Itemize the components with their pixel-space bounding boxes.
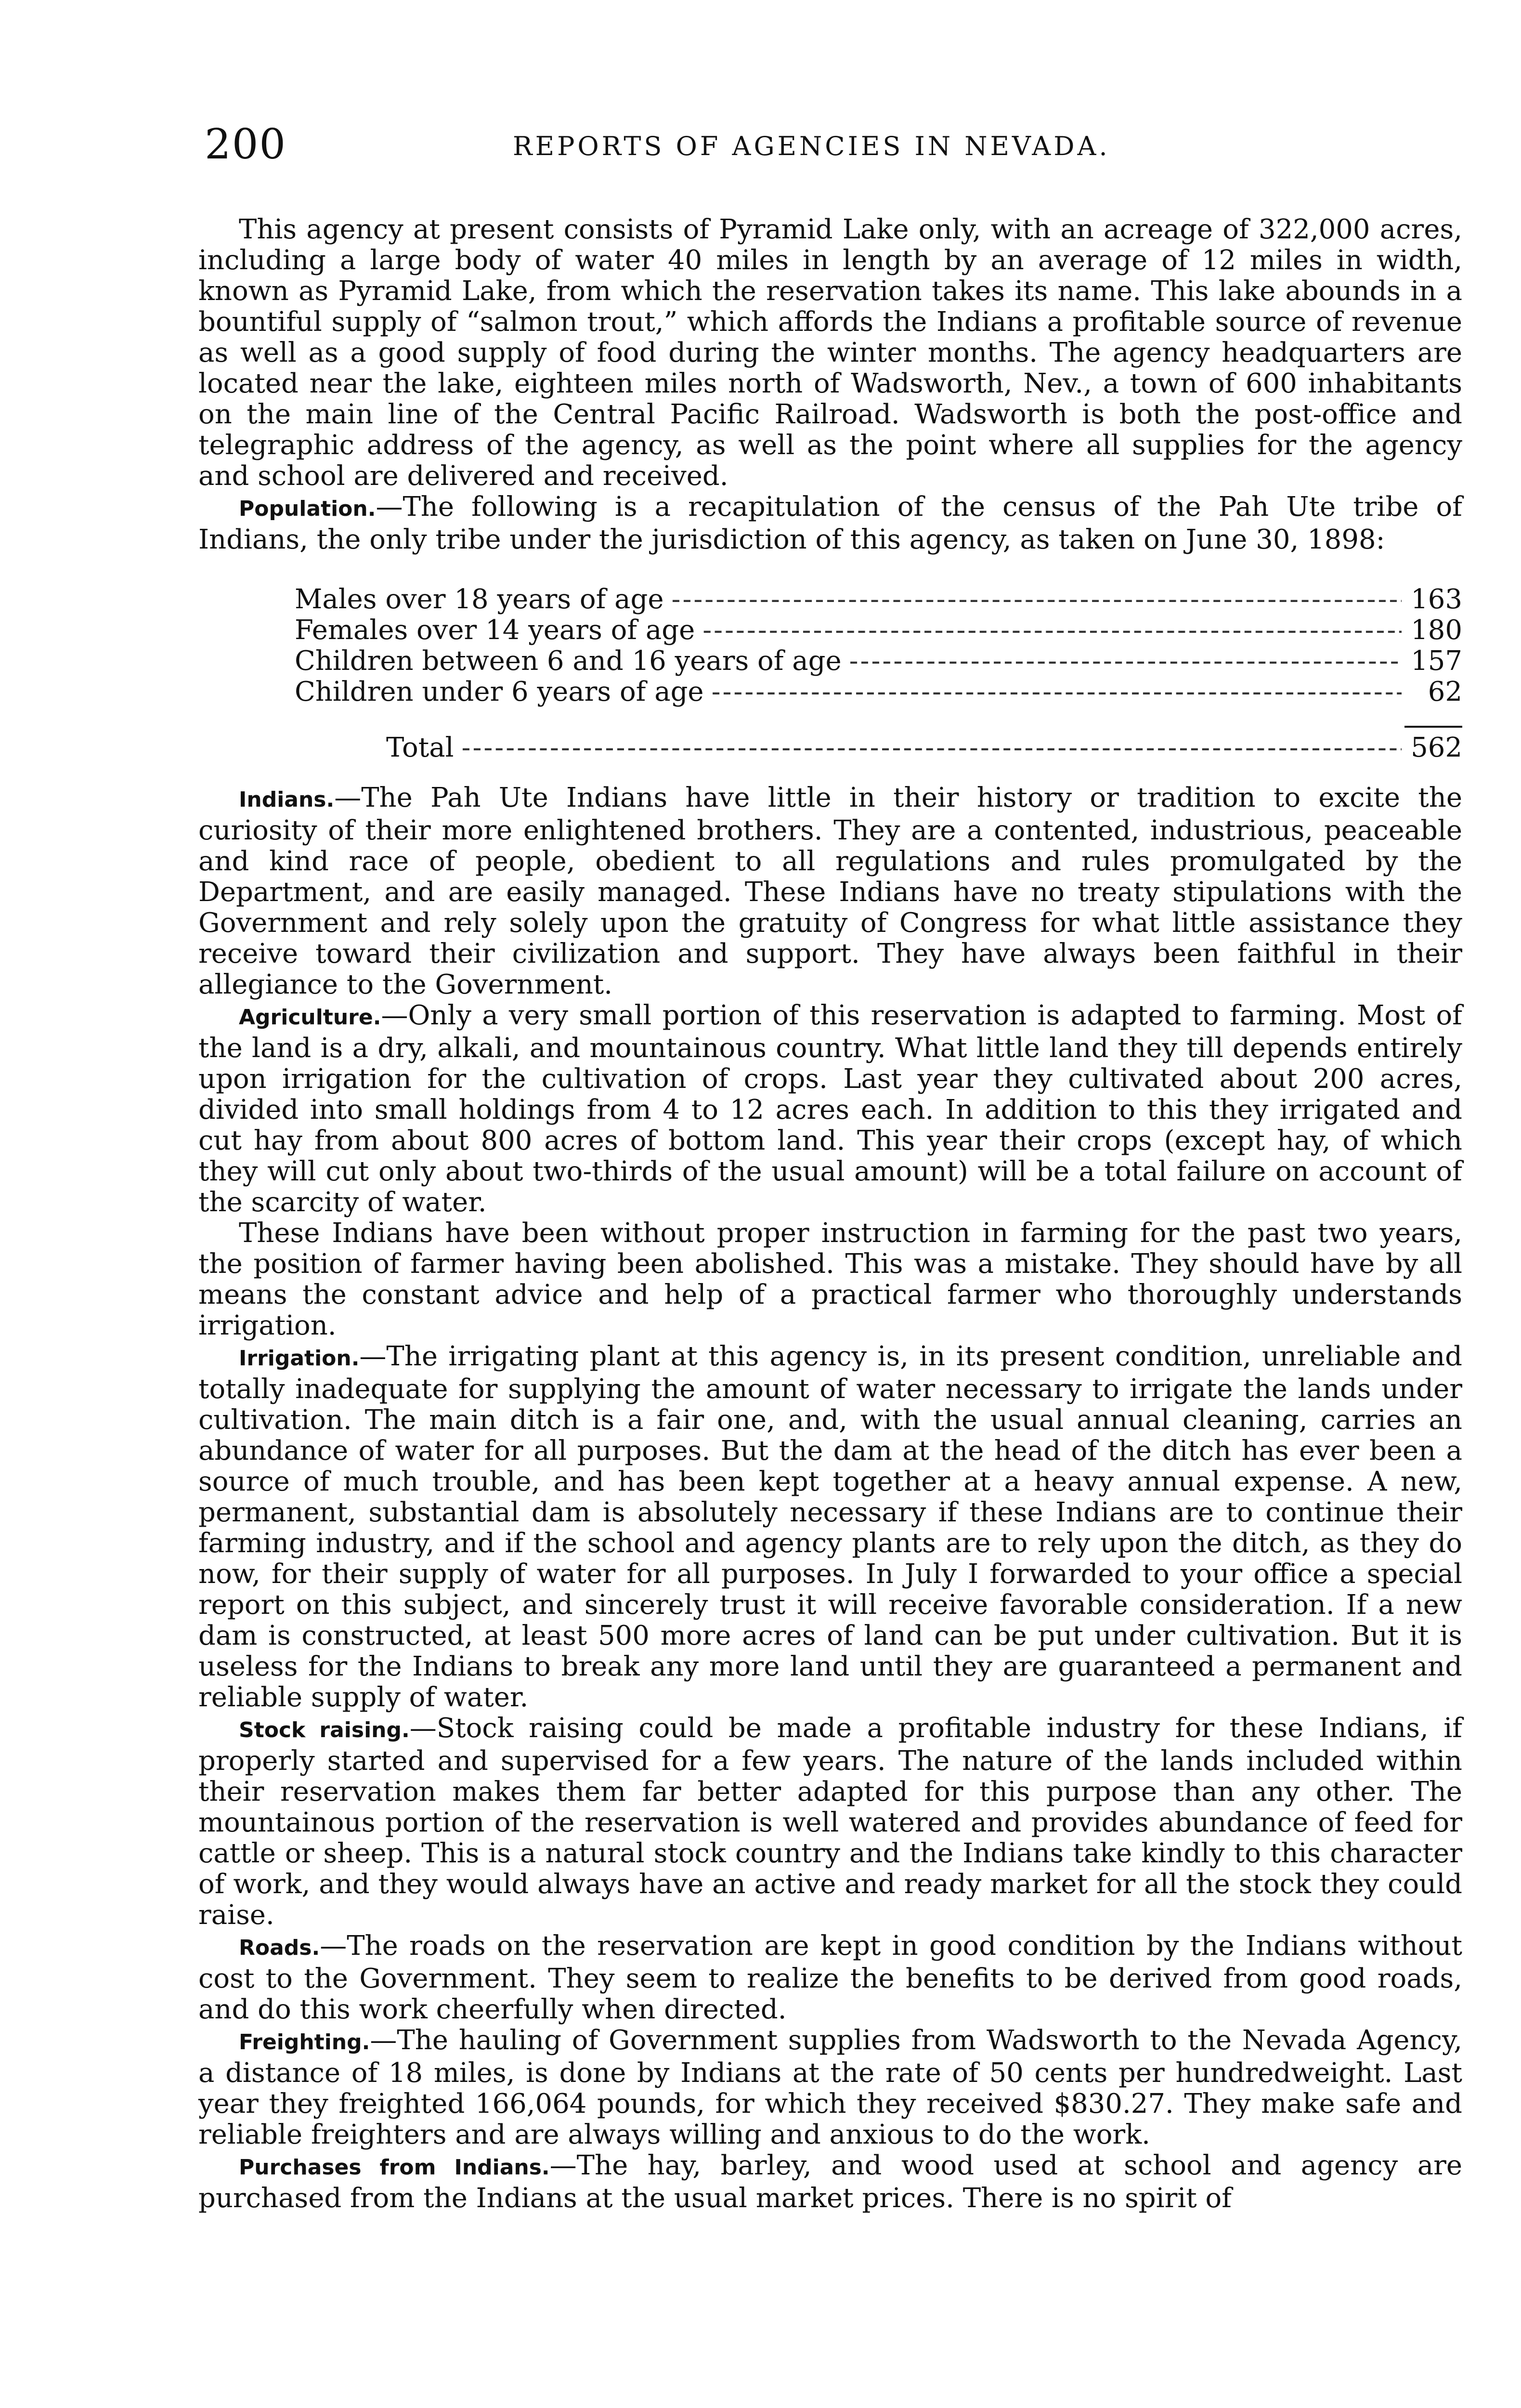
population-heading: Population. xyxy=(239,497,376,521)
intro-paragraph: This agency at present consists of Pyramid Lake only, with an acreage of 322,000 acres, including a large body of water 40 miles in length by an average of 12 miles in width, known as Pyramid Lake, from which the reservation takes its name. This lake abounds in a bountiful supply of “salmon trout,” which affords the Indians a profitable source of revenue as well as a good supply of food during the winter months. The agency headquarters are located near the lake, eighteen miles north of Wadsworth, Nev., a town of 600 inhabitants on the main line of the Central Pacific Railroad. Wadsworth is both the post-office and telegraphic address of the agency, as well as the point where all supplies for the agency and school are delivered and received. xyxy=(198,214,1462,492)
census-row xyxy=(295,615,1462,646)
census-value: 157 xyxy=(1411,645,1462,677)
census-row xyxy=(295,677,1462,707)
agriculture-paragraph xyxy=(198,1000,1462,1218)
report-body xyxy=(198,214,1462,2214)
agriculture-heading: Agriculture. xyxy=(239,1005,381,1030)
agriculture-text: —Only a very small portion of this reservation is adapted to farming. Most of the land is a dry, alkali, and mountainous country. What little land they till depends entirely upon irrigation for the cultivation of crops. Last year they cultivated about 200 acres, divided into small holdings from 4 to 12 acres each. In addition to this they irrigated and cut hay from about 800 acres of bottom land. This year their crops (except hay, of which they will cut only about two-thirds of the usual amount) will be a total failure on account of the scarcity of water. xyxy=(198,1000,1462,1218)
agriculture-paragraph-2: These Indians have been without proper instruction in farming for the past two years, the position of farmer having been abolished. This was a mistake. They should have by all means the constant advice and help of a practical farmer who thoroughly understands irrigation. xyxy=(198,1217,1462,1341)
census-value: 163 xyxy=(1411,584,1462,615)
census-value: 62 xyxy=(1428,676,1462,707)
census-label: Males over 18 years of age xyxy=(295,584,664,615)
roads-heading: Roads. xyxy=(239,1936,320,1960)
census-row xyxy=(295,646,1462,677)
stock-raising-paragraph xyxy=(198,1713,1462,1931)
purchases-paragraph xyxy=(198,2150,1462,2214)
freighting-text: —The hauling of Government supplies from Wadsworth to the Nevada Agency, a distance of 18 miles, is done by Indians at the rate of 50 cents per hundredweight. Last year they freighted 166,064 pounds, for which they received $830.27. They make safe and reliable freighters and are always willing and anxious to do the work. xyxy=(198,2025,1462,2150)
roads-text: —The roads on the reservation are kept in good condition by the Indians without cost to the Government. They seem to realize the benefits to be derived from good roads, and do this work cheerfully when directed. xyxy=(198,1930,1462,2025)
page-header xyxy=(205,120,1461,178)
indians-paragraph xyxy=(198,783,1462,1000)
irrigation-text: —The irrigating plant at this agency is, in its present condition, unreliable and totally inadequate for supplying the amount of water necessary to irrigate the lands under cultivation. The main ditch is a fair one, and, with the usual annual cleaning, carries an abundance of water for all purposes. But the dam at the head of the ditch has ever been a source of much trouble, and has been kept together at a heavy annual expense. A new, permanent, substantial dam is absolutely necessary if these Indians are to continue their farming industry, and if the school and agency plants are to rely upon the ditch, as they do now, for their supply of water for all purposes. In July I forwarded to your office a special report on this subject, and sincerely trust it will receive favorable consideration. If a new dam is constructed, at least 500 more acres of land can be put under cultivation. But it is useless for the Indians to break any more land until they are guaranteed a permanent and reliable supply of water. xyxy=(198,1341,1462,1713)
census-row xyxy=(295,584,1462,615)
page-number: 200 xyxy=(205,120,287,169)
census-total-row xyxy=(295,733,1462,763)
purchases-heading: Purchases from Indians. xyxy=(239,2155,550,2180)
census-label: Children under 6 years of age xyxy=(295,676,704,707)
indians-text: —The Pah Ute Indians have little in their history or tradition to excite the curiosity of their more enlightened brothers. They are a contented, industrious, peaceable and kind race of people, obedient to all regulations and rules promulgated by the Department, and are easily managed. These Indians have no treaty stipulations with the Government and rely solely upon the gratuity of Congress for what little assistance they receive toward their civilization and support. They have always been faithful in their allegiance to the Government. xyxy=(198,782,1462,1000)
census-value: 180 xyxy=(1411,615,1462,646)
roads-paragraph xyxy=(198,1931,1462,2025)
freighting-paragraph xyxy=(198,2025,1462,2150)
population-text: —The following is a recapitulation of the census of the Pah Ute tribe of Indians, the only tribe under the jurisdiction of this agency, as taken on June 30, 1898: xyxy=(198,491,1462,555)
stock-raising-heading: Stock raising. xyxy=(239,1718,410,1742)
total-label: Total xyxy=(386,732,454,763)
census-label: Children between 6 and 16 years of age xyxy=(295,645,842,677)
dot-leader xyxy=(712,677,1402,707)
running-head: REPORTS OF AGENCIES IN NEVADA. xyxy=(513,131,1110,161)
indians-heading: Indians. xyxy=(239,787,335,812)
dot-leader xyxy=(849,646,1402,677)
purchases-text: —The hay, barley, and wood used at school and agency are purchased from the Indians at the usual market prices. There is no spirit of xyxy=(198,2150,1462,2214)
freighting-heading: Freighting. xyxy=(239,2030,370,2055)
census-table xyxy=(295,584,1462,763)
stock-raising-text: —Stock raising could be made a profitable industry for these Indians, if properly started and supervised for a few years. The nature of the lands included within their reservation makes them far better adapted for this purpose than any other. The mountainous portion of the reservation is well watered and provides abundance of feed for cattle or sheep. This is a natural stock country and the Indians take kindly to this character of work, and they would always have an active and ready market for all the stock they could raise. xyxy=(198,1713,1462,1931)
total-rule xyxy=(1404,726,1462,728)
dot-leader xyxy=(672,584,1402,615)
dot-leader xyxy=(702,615,1402,646)
irrigation-heading: Irrigation. xyxy=(239,1346,360,1371)
population-paragraph xyxy=(198,492,1462,555)
census-label: Females over 14 years of age xyxy=(295,615,695,646)
irrigation-paragraph xyxy=(198,1341,1462,1713)
total-value: 562 xyxy=(1411,732,1462,763)
dot-leader xyxy=(462,733,1402,763)
